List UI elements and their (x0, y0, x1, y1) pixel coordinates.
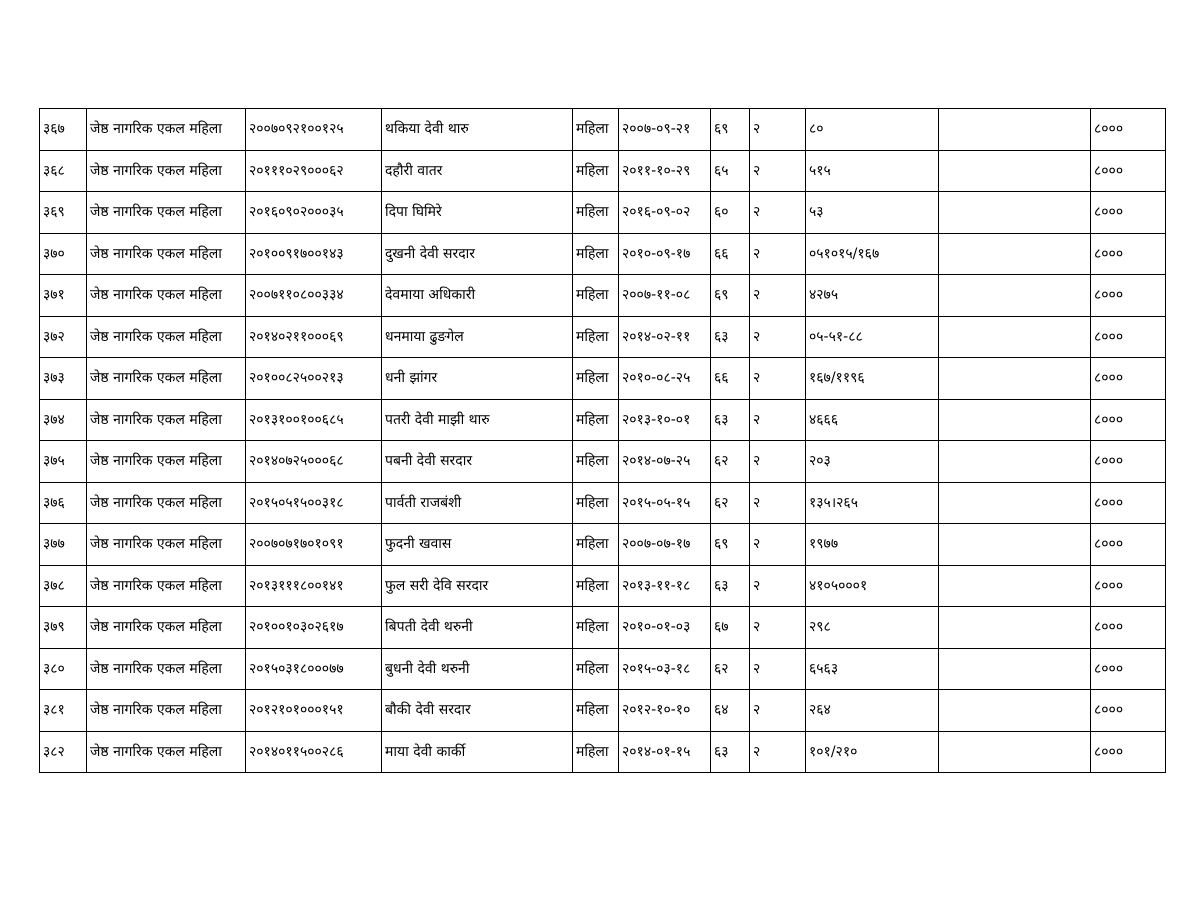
gender-cell: महिला (573, 690, 619, 732)
date-cell: २०१०-०१-०३ (619, 607, 711, 649)
amount-cell: ८००० (1091, 358, 1166, 400)
gender-cell: महिला (573, 524, 619, 566)
table-row (40, 358, 1166, 400)
gender-cell: महिला (573, 731, 619, 773)
amount-cell: ८००० (1091, 233, 1166, 275)
age-cell: ६२ (711, 441, 750, 483)
name-cell: धनी झांगर (382, 358, 573, 400)
age-cell: ६३ (711, 399, 750, 441)
category-cell: जेष्ठ नागरिक एकल महिला (87, 358, 246, 400)
document-number-cell: २९८ (806, 607, 939, 649)
name-cell: पतरी देवी माझी थारु (382, 399, 573, 441)
ward-cell: २ (750, 607, 806, 649)
gender-cell: महिला (573, 233, 619, 275)
gender-cell: महिला (573, 441, 619, 483)
document-number-cell: ०५-५१-८८ (806, 316, 939, 358)
id-number-cell: २०१३१००१००६८५ (246, 399, 382, 441)
id-number-cell: २०१००८२५००२१३ (246, 358, 382, 400)
table-row (40, 233, 1166, 275)
date-cell: २०१६-०९-०२ (619, 192, 711, 234)
category-cell: जेष्ठ नागरिक एकल महिला (87, 690, 246, 732)
ward-cell: २ (750, 648, 806, 690)
gender-cell: महिला (573, 358, 619, 400)
name-cell: फुल सरी देवि सरदार (382, 565, 573, 607)
date-cell: २०१५-०५-१५ (619, 482, 711, 524)
serial-number-cell: ३६९ (40, 192, 87, 234)
id-number-cell: २०१५०५१५००३१८ (246, 482, 382, 524)
category-cell: जेष्ठ नागरिक एकल महिला (87, 150, 246, 192)
amount-cell: ८००० (1091, 731, 1166, 773)
id-number-cell: २००७०९२१००१२५ (246, 109, 382, 151)
date-cell: २०१४-०१-१५ (619, 731, 711, 773)
age-cell: ६६ (711, 358, 750, 400)
document-number-cell: २६४ (806, 690, 939, 732)
id-number-cell: २०१६०९०२०००३५ (246, 192, 382, 234)
gender-cell: महिला (573, 565, 619, 607)
date-cell: २०१०-०८-२५ (619, 358, 711, 400)
age-cell: ६३ (711, 316, 750, 358)
ward-cell: २ (750, 316, 806, 358)
id-number-cell: २०१५०३१८०००७७ (246, 648, 382, 690)
table-row (40, 150, 1166, 192)
remarks-cell (939, 192, 1091, 234)
serial-number-cell: ३६७ (40, 109, 87, 151)
ward-cell: २ (750, 192, 806, 234)
id-number-cell: २०१४०७२५०००६८ (246, 441, 382, 483)
amount-cell: ८००० (1091, 690, 1166, 732)
date-cell: २०१५-०३-१८ (619, 648, 711, 690)
category-cell: जेष्ठ नागरिक एकल महिला (87, 482, 246, 524)
gender-cell: महिला (573, 192, 619, 234)
age-cell: ६९ (711, 524, 750, 566)
remarks-cell (939, 441, 1091, 483)
remarks-cell (939, 607, 1091, 649)
serial-number-cell: ३७६ (40, 482, 87, 524)
amount-cell: ८००० (1091, 109, 1166, 151)
document-number-cell: ०५१०१५/१६७ (806, 233, 939, 275)
date-cell: २०१३-१०-०१ (619, 399, 711, 441)
category-cell: जेष्ठ नागरिक एकल महिला (87, 109, 246, 151)
amount-cell: ८००० (1091, 150, 1166, 192)
ward-cell: २ (750, 275, 806, 317)
table-row (40, 316, 1166, 358)
name-cell: दिपा घिमिरे (382, 192, 573, 234)
name-cell: माया देवी कार्की (382, 731, 573, 773)
age-cell: ६२ (711, 482, 750, 524)
id-number-cell: २०१४०११५००२८६ (246, 731, 382, 773)
category-cell: जेष्ठ नागरिक एकल महिला (87, 441, 246, 483)
amount-cell: ८००० (1091, 441, 1166, 483)
document-number-cell: १६७/११९६ (806, 358, 939, 400)
document-number-cell: १३५।२६५ (806, 482, 939, 524)
name-cell: बुधनी देवी थरुनी (382, 648, 573, 690)
amount-cell: ८००० (1091, 524, 1166, 566)
gender-cell: महिला (573, 275, 619, 317)
age-cell: ६७ (711, 607, 750, 649)
document-number-cell: ४१०५०००१ (806, 565, 939, 607)
amount-cell: ८००० (1091, 565, 1166, 607)
document-number-cell: ६५६३ (806, 648, 939, 690)
serial-number-cell: ३७७ (40, 524, 87, 566)
age-cell: ६३ (711, 565, 750, 607)
age-cell: ६३ (711, 731, 750, 773)
serial-number-cell: ३७५ (40, 441, 87, 483)
document-number-cell: ५३ (806, 192, 939, 234)
table-row (40, 690, 1166, 732)
id-number-cell: २०१४०२११०००६९ (246, 316, 382, 358)
serial-number-cell: ३६८ (40, 150, 87, 192)
gender-cell: महिला (573, 399, 619, 441)
gender-cell: महिला (573, 150, 619, 192)
amount-cell: ८००० (1091, 648, 1166, 690)
remarks-cell (939, 275, 1091, 317)
id-number-cell: २००७०७१७०१०९१ (246, 524, 382, 566)
amount-cell: ८००० (1091, 482, 1166, 524)
table-row (40, 565, 1166, 607)
document-number-cell: ८० (806, 109, 939, 151)
table-row (40, 648, 1166, 690)
ward-cell: २ (750, 358, 806, 400)
document-number-cell: ४२७५ (806, 275, 939, 317)
remarks-cell (939, 648, 1091, 690)
remarks-cell (939, 731, 1091, 773)
document-number-cell: १९७७ (806, 524, 939, 566)
table-row (40, 731, 1166, 773)
ward-cell: २ (750, 524, 806, 566)
remarks-cell (939, 482, 1091, 524)
category-cell: जेष्ठ नागरिक एकल महिला (87, 275, 246, 317)
serial-number-cell: ३७४ (40, 399, 87, 441)
serial-number-cell: ३७१ (40, 275, 87, 317)
age-cell: ६५ (711, 150, 750, 192)
table-row (40, 607, 1166, 649)
category-cell: जेष्ठ नागरिक एकल महिला (87, 648, 246, 690)
name-cell: बिपती देवी थरुनी (382, 607, 573, 649)
table-row (40, 441, 1166, 483)
ward-cell: २ (750, 109, 806, 151)
remarks-cell (939, 690, 1091, 732)
ward-cell: २ (750, 441, 806, 483)
name-cell: पार्वती राजबंशी (382, 482, 573, 524)
serial-number-cell: ३८२ (40, 731, 87, 773)
serial-number-cell: ३७० (40, 233, 87, 275)
gender-cell: महिला (573, 607, 619, 649)
gender-cell: महिला (573, 648, 619, 690)
date-cell: २०११-१०-२९ (619, 150, 711, 192)
gender-cell: महिला (573, 109, 619, 151)
name-cell: दहौरी वातर (382, 150, 573, 192)
date-cell: २००७-०७-१७ (619, 524, 711, 566)
ward-cell: २ (750, 731, 806, 773)
date-cell: २००७-११-०८ (619, 275, 711, 317)
age-cell: ६९ (711, 109, 750, 151)
category-cell: जेष्ठ नागरिक एकल महिला (87, 607, 246, 649)
remarks-cell (939, 109, 1091, 151)
category-cell: जेष्ठ नागरिक एकल महिला (87, 316, 246, 358)
table-row (40, 399, 1166, 441)
table-row (40, 109, 1166, 151)
table-row (40, 275, 1166, 317)
amount-cell: ८००० (1091, 275, 1166, 317)
id-number-cell: २०१००९१७००१४३ (246, 233, 382, 275)
table-body (40, 109, 1166, 773)
gender-cell: महिला (573, 482, 619, 524)
date-cell: २०१३-११-१८ (619, 565, 711, 607)
name-cell: दुखनी देवी सरदार (382, 233, 573, 275)
id-number-cell: २०१२१०१०००१५१ (246, 690, 382, 732)
document-number-cell: १०१/२१० (806, 731, 939, 773)
serial-number-cell: ३८० (40, 648, 87, 690)
date-cell: २०१०-०९-१७ (619, 233, 711, 275)
id-number-cell: २०१००१०३०२६१७ (246, 607, 382, 649)
name-cell: पबनी देवी सरदार (382, 441, 573, 483)
document-number-cell: २०३ (806, 441, 939, 483)
category-cell: जेष्ठ नागरिक एकल महिला (87, 565, 246, 607)
remarks-cell (939, 150, 1091, 192)
date-cell: २०१४-०७-२५ (619, 441, 711, 483)
id-number-cell: २००७११०८००३३४ (246, 275, 382, 317)
id-number-cell: २०१३१११८००१४१ (246, 565, 382, 607)
date-cell: २००७-०९-२१ (619, 109, 711, 151)
ward-cell: २ (750, 233, 806, 275)
ward-cell: २ (750, 690, 806, 732)
serial-number-cell: ३७८ (40, 565, 87, 607)
beneficiary-table (39, 108, 1166, 773)
table-row (40, 482, 1166, 524)
serial-number-cell: ३८१ (40, 690, 87, 732)
name-cell: धनमाया ढुङगेल (382, 316, 573, 358)
document-number-cell: ५१५ (806, 150, 939, 192)
amount-cell: ८००० (1091, 607, 1166, 649)
category-cell: जेष्ठ नागरिक एकल महिला (87, 731, 246, 773)
id-number-cell: २०१११०२९०००६२ (246, 150, 382, 192)
date-cell: २०१२-१०-१० (619, 690, 711, 732)
ward-cell: २ (750, 150, 806, 192)
document-number-cell: ४६६६ (806, 399, 939, 441)
date-cell: २०१४-०२-११ (619, 316, 711, 358)
remarks-cell (939, 316, 1091, 358)
remarks-cell (939, 565, 1091, 607)
category-cell: जेष्ठ नागरिक एकल महिला (87, 524, 246, 566)
amount-cell: ८००० (1091, 192, 1166, 234)
category-cell: जेष्ठ नागरिक एकल महिला (87, 192, 246, 234)
remarks-cell (939, 358, 1091, 400)
table-row (40, 524, 1166, 566)
age-cell: ६२ (711, 648, 750, 690)
age-cell: ६९ (711, 275, 750, 317)
amount-cell: ८००० (1091, 399, 1166, 441)
ward-cell: २ (750, 399, 806, 441)
table-row (40, 192, 1166, 234)
serial-number-cell: ३७३ (40, 358, 87, 400)
ward-cell: २ (750, 482, 806, 524)
age-cell: ६६ (711, 233, 750, 275)
category-cell: जेष्ठ नागरिक एकल महिला (87, 233, 246, 275)
serial-number-cell: ३७९ (40, 607, 87, 649)
category-cell: जेष्ठ नागरिक एकल महिला (87, 399, 246, 441)
name-cell: देवमाया अधिकारी (382, 275, 573, 317)
serial-number-cell: ३७२ (40, 316, 87, 358)
ward-cell: २ (750, 565, 806, 607)
amount-cell: ८००० (1091, 316, 1166, 358)
remarks-cell (939, 233, 1091, 275)
age-cell: ६४ (711, 690, 750, 732)
name-cell: थकिया देवी थारु (382, 109, 573, 151)
age-cell: ६० (711, 192, 750, 234)
name-cell: फुदनी खवास (382, 524, 573, 566)
remarks-cell (939, 524, 1091, 566)
name-cell: बौकी देवी सरदार (382, 690, 573, 732)
remarks-cell (939, 399, 1091, 441)
gender-cell: महिला (573, 316, 619, 358)
